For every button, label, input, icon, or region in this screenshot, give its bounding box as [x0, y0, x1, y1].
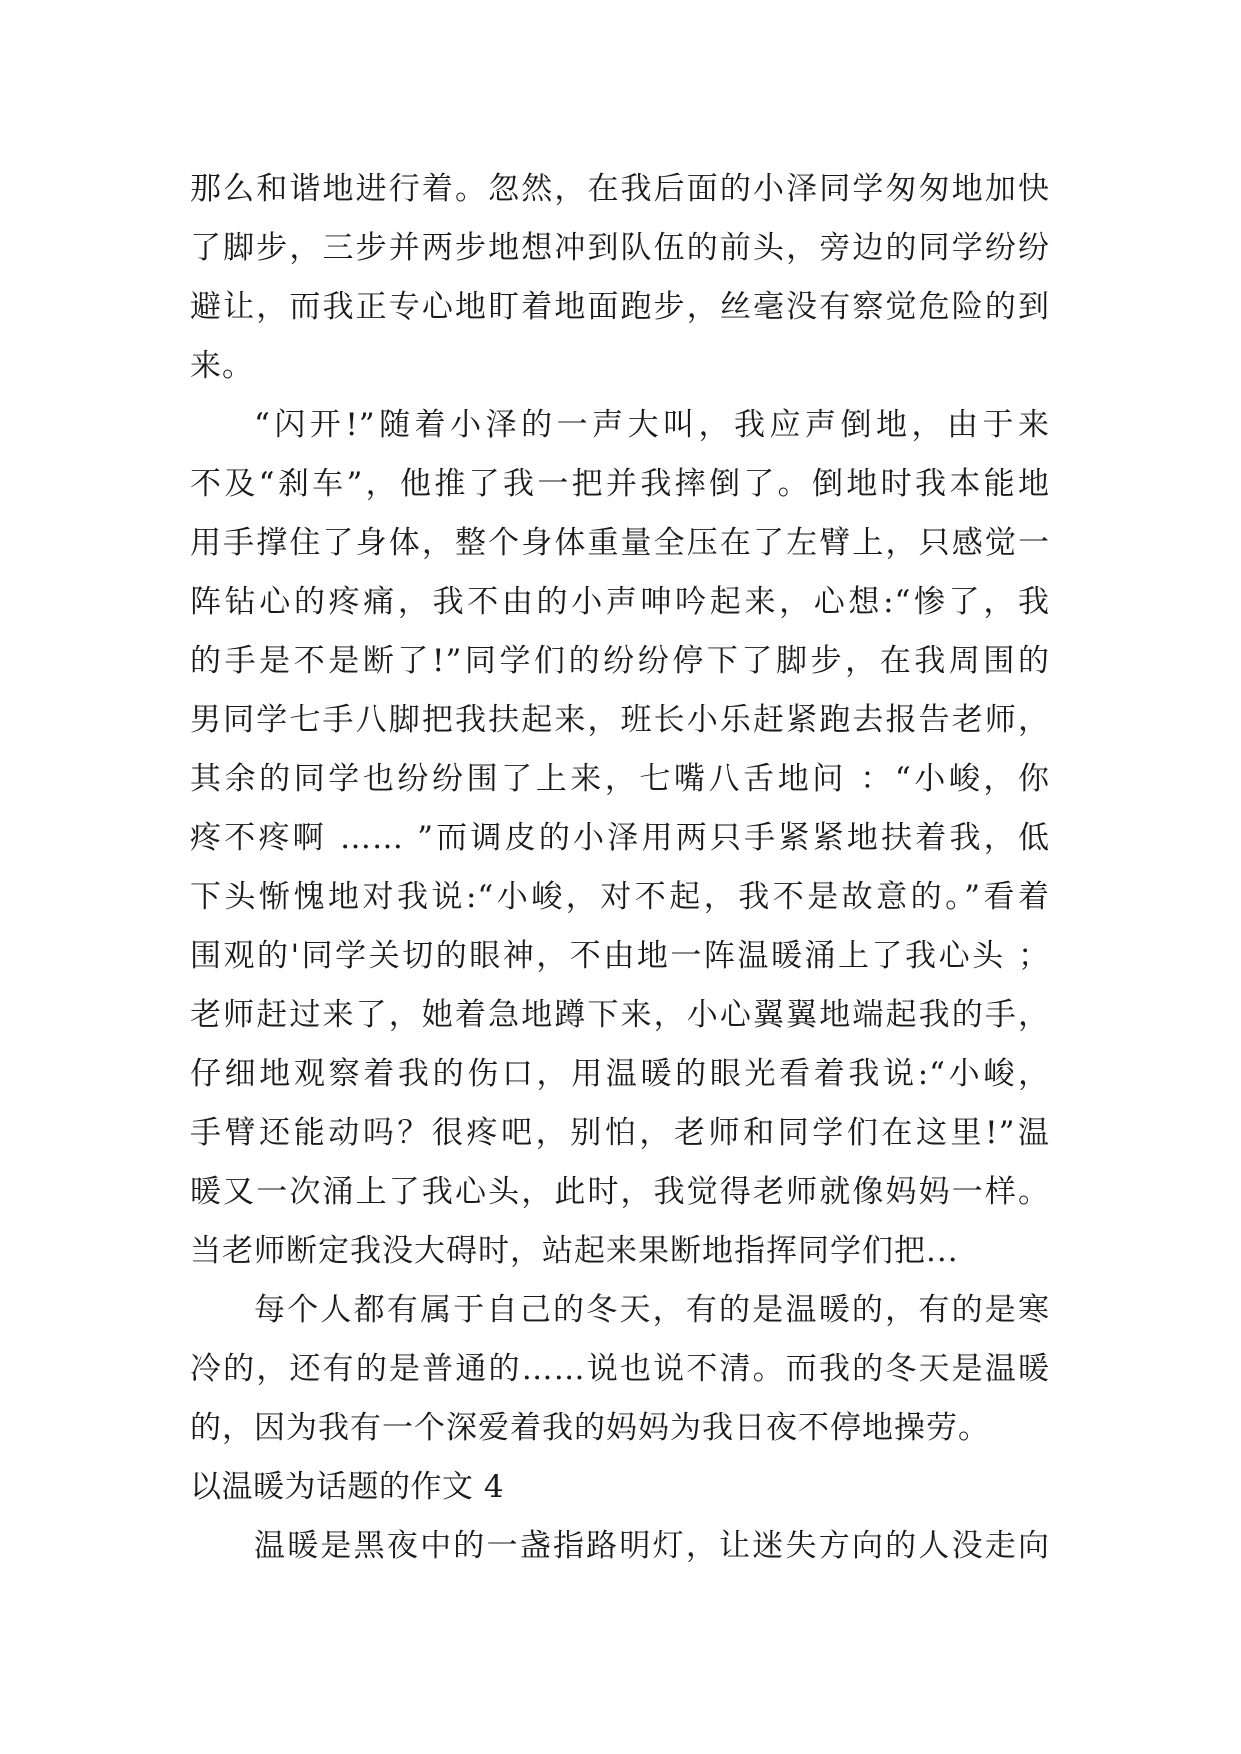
text-line: 阵钻心的疼痛，我不由的小声呻吟起来，心想:“惨了，我: [190, 584, 1050, 620]
section-heading: 以温暖为话题的作文 4: [190, 1469, 505, 1505]
text-line: 避让，而我正专心地盯着地面跑步，丝毫没有察觉危险的到: [190, 289, 1050, 325]
text-line: 来。: [190, 348, 254, 384]
text-line: “闪开!”随着小泽的一声大叫，我应声倒地，由于来: [254, 407, 1050, 443]
text-line: 温暖是黑夜中的一盏指路明灯，让迷失方向的人没走向: [254, 1528, 1050, 1564]
text-line: 男同学七手八脚把我扶起来，班长小乐赶紧跑去报告老师，: [190, 702, 1050, 738]
text-line: 那么和谐地进行着。忽然，在我后面的小泽同学匆匆地加快: [190, 171, 1050, 207]
text-line: 每个人都有属于自己的冬天，有的是温暖的，有的是寒: [254, 1292, 1050, 1328]
text-line: 当老师断定我没大碍时，站起来果断地指挥同学们把...: [190, 1233, 959, 1269]
text-line: 冷的，还有的是普通的……说也说不清。而我的冬天是温暖: [190, 1351, 1050, 1387]
text-line: 手臂还能动吗？很疼吧，别怕，老师和同学们在这里!”温: [190, 1115, 1050, 1151]
text-line: 围观的'同学关切的眼神，不由地一阵温暖涌上了我心头 ；: [190, 938, 1050, 974]
text-line: 仔细地观察着我的伤口，用温暖的眼光看着我说:“小峻，: [190, 1056, 1050, 1092]
text-line: 的手是不是断了!”同学们的纷纷停下了脚步，在我周围的: [190, 643, 1050, 679]
text-line: 用手撑住了身体，整个身体重量全压在了左臂上，只感觉一: [190, 525, 1050, 561]
text-line: 的，因为我有一个深爱着我的妈妈为我日夜不停地操劳。: [190, 1410, 990, 1446]
text-line: 疼不疼啊 …… ”而调皮的小泽用两只手紧紧地扶着我，低: [190, 820, 1050, 856]
text-line: 其余的同学也纷纷围了上来，七嘴八舌地问 ：“小峻，你: [190, 761, 1050, 797]
text-line: 下头惭愧地对我说:“小峻，对不起，我不是故意的。”看着: [190, 879, 1050, 915]
document-body: [190, 160, 1050, 1576]
text-line: 老师赶过来了，她着急地蹲下来，小心翼翼地端起我的手，: [190, 997, 1050, 1033]
text-line: 不及“刹车”，他推了我一把并我摔倒了。倒地时我本能地: [190, 466, 1050, 502]
text-line: 了脚步，三步并两步地想冲到队伍的前头，旁边的同学纷纷: [190, 230, 1050, 266]
text-line: 暖又一次涌上了我心头，此时，我觉得老师就像妈妈一样。: [190, 1174, 1050, 1210]
